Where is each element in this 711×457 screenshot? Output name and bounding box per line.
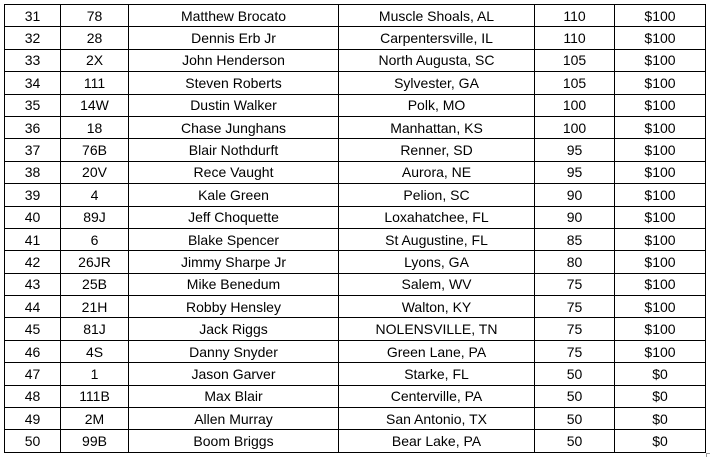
car-number-cell: 89J [61, 206, 129, 228]
driver-name-cell: Chase Junghans [129, 116, 339, 138]
prize-cell: $100 [615, 228, 706, 250]
car-number-cell: 1 [61, 363, 129, 385]
table-row [5, 318, 706, 340]
car-number-cell: 99B [61, 430, 129, 452]
hometown-cell: Bear Lake, PA [339, 430, 535, 452]
driver-name-cell: Rece Vaught [129, 161, 339, 183]
driver-name-cell: John Henderson [129, 49, 339, 71]
driver-name-cell: Max Blair [129, 385, 339, 407]
hometown-cell: Muscle Shoals, AL [339, 5, 535, 27]
place-cell: 31 [5, 5, 61, 27]
prize-cell: $0 [615, 363, 706, 385]
car-number-cell: 78 [61, 5, 129, 27]
car-number-cell: 4 [61, 184, 129, 206]
points-cell: 100 [535, 94, 615, 116]
results-table [4, 4, 706, 453]
points-cell: 90 [535, 206, 615, 228]
place-cell: 39 [5, 184, 61, 206]
car-number-cell: 6 [61, 228, 129, 250]
car-number-cell: 4S [61, 340, 129, 362]
hometown-cell: Salem, WV [339, 273, 535, 295]
car-number-cell: 18 [61, 116, 129, 138]
place-cell: 48 [5, 385, 61, 407]
points-cell: 95 [535, 139, 615, 161]
table-row [5, 363, 706, 385]
table-row [5, 72, 706, 94]
points-cell: 75 [535, 318, 615, 340]
place-cell: 46 [5, 340, 61, 362]
prize-cell: $100 [615, 318, 706, 340]
points-cell: 50 [535, 363, 615, 385]
prize-cell: $100 [615, 340, 706, 362]
page-corner-mark [706, 453, 710, 457]
results-table-body [5, 5, 706, 453]
prize-cell: $0 [615, 430, 706, 452]
points-cell: 50 [535, 430, 615, 452]
place-cell: 49 [5, 408, 61, 430]
car-number-cell: 26JR [61, 251, 129, 273]
driver-name-cell: Jason Garver [129, 363, 339, 385]
car-number-cell: 20V [61, 161, 129, 183]
car-number-cell: 21H [61, 296, 129, 318]
place-cell: 37 [5, 139, 61, 161]
driver-name-cell: Boom Briggs [129, 430, 339, 452]
driver-name-cell: Robby Hensley [129, 296, 339, 318]
table-row [5, 430, 706, 452]
place-cell: 45 [5, 318, 61, 340]
prize-cell: $0 [615, 385, 706, 407]
place-cell: 36 [5, 116, 61, 138]
prize-cell: $100 [615, 94, 706, 116]
hometown-cell: Lyons, GA [339, 251, 535, 273]
hometown-cell: Loxahatchee, FL [339, 206, 535, 228]
place-cell: 38 [5, 161, 61, 183]
points-cell: 50 [535, 408, 615, 430]
hometown-cell: San Antonio, TX [339, 408, 535, 430]
prize-cell: $100 [615, 161, 706, 183]
car-number-cell: 28 [61, 27, 129, 49]
prize-cell: $100 [615, 49, 706, 71]
hometown-cell: Pelion, SC [339, 184, 535, 206]
prize-cell: $100 [615, 296, 706, 318]
place-cell: 44 [5, 296, 61, 318]
place-cell: 40 [5, 206, 61, 228]
table-row [5, 296, 706, 318]
prize-cell: $100 [615, 139, 706, 161]
place-cell: 50 [5, 430, 61, 452]
hometown-cell: Green Lane, PA [339, 340, 535, 362]
place-cell: 32 [5, 27, 61, 49]
hometown-cell: Aurora, NE [339, 161, 535, 183]
prize-cell: $100 [615, 206, 706, 228]
hometown-cell: Centerville, PA [339, 385, 535, 407]
prize-cell: $100 [615, 184, 706, 206]
car-number-cell: 111 [61, 72, 129, 94]
table-row [5, 340, 706, 362]
points-cell: 80 [535, 251, 615, 273]
table-row [5, 116, 706, 138]
points-cell: 90 [535, 184, 615, 206]
hometown-cell: Walton, KY [339, 296, 535, 318]
car-number-cell: 2M [61, 408, 129, 430]
driver-name-cell: Dustin Walker [129, 94, 339, 116]
points-cell: 95 [535, 161, 615, 183]
hometown-cell: Polk, MO [339, 94, 535, 116]
table-row [5, 228, 706, 250]
table-row [5, 408, 706, 430]
points-cell: 85 [535, 228, 615, 250]
table-row [5, 251, 706, 273]
points-cell: 105 [535, 49, 615, 71]
place-cell: 47 [5, 363, 61, 385]
prize-cell: $100 [615, 116, 706, 138]
place-cell: 42 [5, 251, 61, 273]
table-row [5, 139, 706, 161]
driver-name-cell: Kale Green [129, 184, 339, 206]
table-row [5, 161, 706, 183]
table-row [5, 273, 706, 295]
table-row [5, 385, 706, 407]
place-cell: 33 [5, 49, 61, 71]
table-row [5, 27, 706, 49]
points-cell: 75 [535, 296, 615, 318]
table-row [5, 184, 706, 206]
prize-cell: $0 [615, 408, 706, 430]
points-cell: 110 [535, 27, 615, 49]
hometown-cell: North Augusta, SC [339, 49, 535, 71]
driver-name-cell: Jimmy Sharpe Jr [129, 251, 339, 273]
place-cell: 35 [5, 94, 61, 116]
prize-cell: $100 [615, 251, 706, 273]
place-cell: 34 [5, 72, 61, 94]
points-cell: 50 [535, 385, 615, 407]
hometown-cell: Carpentersville, IL [339, 27, 535, 49]
points-cell: 75 [535, 340, 615, 362]
points-cell: 75 [535, 273, 615, 295]
car-number-cell: 76B [61, 139, 129, 161]
driver-name-cell: Jack Riggs [129, 318, 339, 340]
driver-name-cell: Danny Snyder [129, 340, 339, 362]
table-row [5, 206, 706, 228]
driver-name-cell: Blake Spencer [129, 228, 339, 250]
driver-name-cell: Mike Benedum [129, 273, 339, 295]
driver-name-cell: Allen Murray [129, 408, 339, 430]
hometown-cell: Sylvester, GA [339, 72, 535, 94]
table-row [5, 49, 706, 71]
prize-cell: $100 [615, 5, 706, 27]
car-number-cell: 14W [61, 94, 129, 116]
driver-name-cell: Blair Nothdurft [129, 139, 339, 161]
place-cell: 43 [5, 273, 61, 295]
points-cell: 100 [535, 116, 615, 138]
hometown-cell: Renner, SD [339, 139, 535, 161]
table-row [5, 94, 706, 116]
prize-cell: $100 [615, 273, 706, 295]
hometown-cell: Starke, FL [339, 363, 535, 385]
hometown-cell: NOLENSVILLE, TN [339, 318, 535, 340]
driver-name-cell: Jeff Choquette [129, 206, 339, 228]
driver-name-cell: Matthew Brocato [129, 5, 339, 27]
points-cell: 105 [535, 72, 615, 94]
car-number-cell: 2X [61, 49, 129, 71]
place-cell: 41 [5, 228, 61, 250]
car-number-cell: 111B [61, 385, 129, 407]
car-number-cell: 81J [61, 318, 129, 340]
prize-cell: $100 [615, 27, 706, 49]
hometown-cell: St Augustine, FL [339, 228, 535, 250]
hometown-cell: Manhattan, KS [339, 116, 535, 138]
prize-cell: $100 [615, 72, 706, 94]
car-number-cell: 25B [61, 273, 129, 295]
points-cell: 110 [535, 5, 615, 27]
driver-name-cell: Dennis Erb Jr [129, 27, 339, 49]
driver-name-cell: Steven Roberts [129, 72, 339, 94]
table-row [5, 5, 706, 27]
